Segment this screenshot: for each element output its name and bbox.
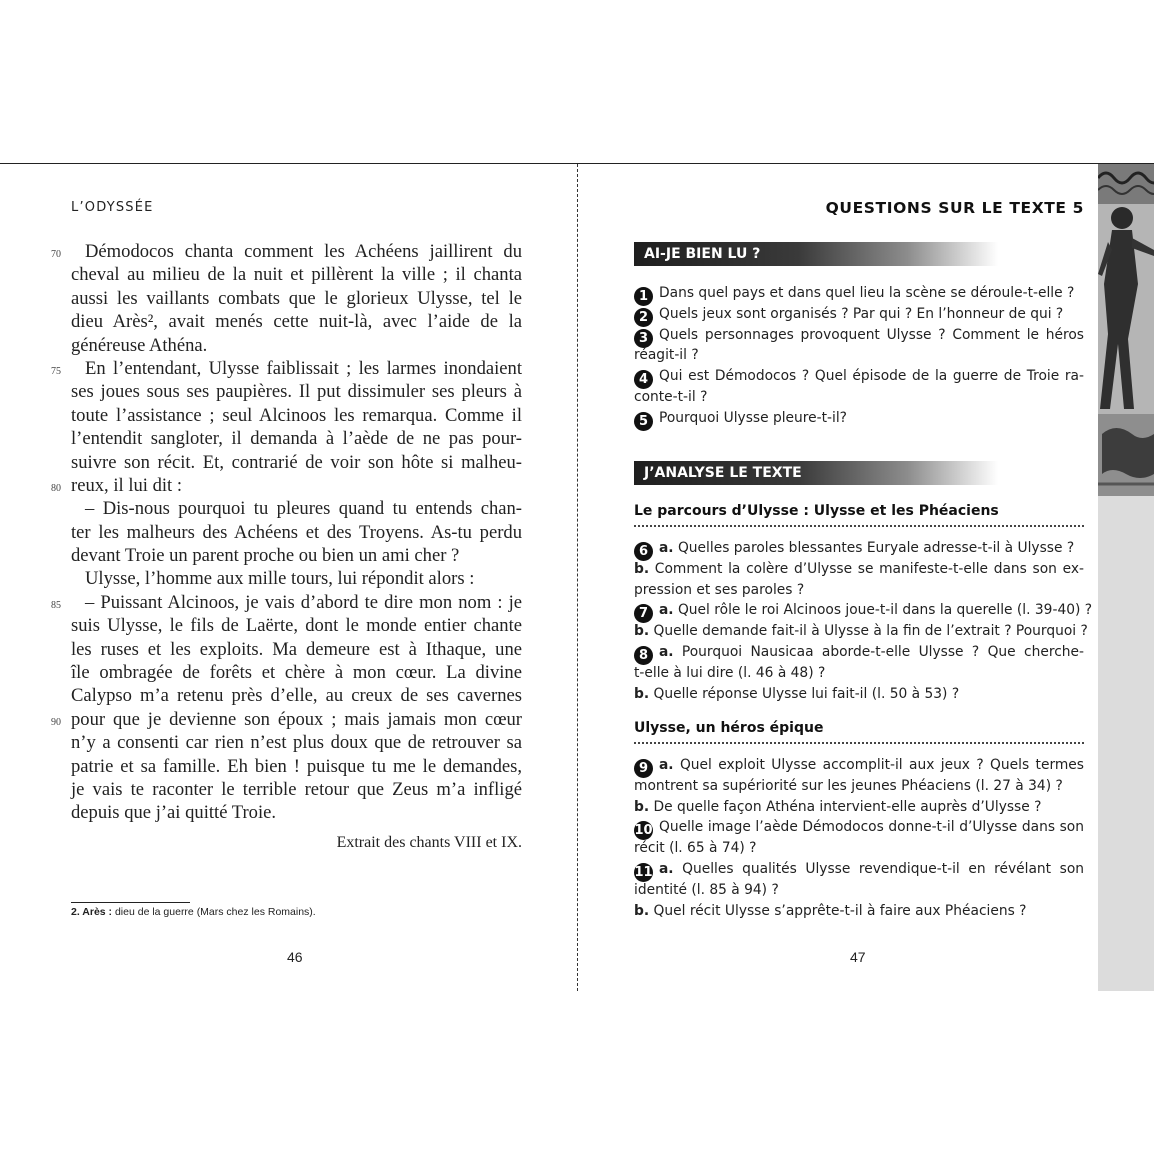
line-number: 80 (51, 482, 61, 494)
question-part-label: b. (634, 798, 650, 815)
question-text: Quel récit Ulysse s’apprête-t-il à faire aux Phéaciens ? (649, 902, 1027, 919)
question-line (634, 755, 1084, 776)
body-text (51, 240, 522, 825)
text-line (71, 380, 522, 403)
line-text: Démodocos chanta comment les Achéens jaillirent du (85, 241, 522, 262)
text-line (71, 521, 522, 544)
text-line (71, 778, 522, 801)
question-text: t-elle à lui dire (l. 46 à 48) ? (634, 664, 826, 681)
question-text: Quel exploit Ulysse accomplit-il aux jeux ? Quels termes (673, 757, 1084, 773)
question-text: Quelle image l’aède Démodocos donne-t-il d’Ulysse dans son (659, 819, 1084, 836)
question-line (634, 538, 1084, 559)
text-line (71, 427, 522, 450)
question-line (634, 663, 1084, 684)
question-text: montrent sa supériorité sur les jeunes Phéaciens (l. 27 à 34) ? (634, 777, 1063, 794)
line-text: En l’entendant, Ulysse faiblissait ; les larmes inondaient (85, 357, 522, 379)
question-line (634, 559, 1084, 580)
line-number: 90 (51, 716, 61, 728)
question-text: Quelle réponse Ulysse lui fait-il (l. 50 à 53) ? (649, 685, 960, 702)
question-text: conte-t-il ? (634, 388, 708, 405)
subsection1-questions (634, 538, 1093, 704)
line-text: l’entendit sangloter, il demanda à l’aède de ne pas pour- (71, 428, 522, 450)
line-number: 70 (51, 249, 61, 260)
section1-questions (634, 283, 1084, 429)
text-line (71, 310, 522, 333)
question-line (634, 387, 1084, 408)
text-line (71, 404, 522, 427)
question-text: Comment la colère d’Ulysse se manifeste-t-elle dans son ex- (649, 560, 1084, 577)
question-text: réagit-il ? (634, 347, 699, 364)
page-number-left: 46 (287, 949, 303, 965)
footnote (71, 906, 316, 918)
line-number: 75 (51, 365, 61, 377)
line-text: dieu Arès², avait menés cette nuit-là, avec l’aide de la (71, 311, 522, 333)
line-text: n’y a consenti car rien n’est plus doux que de retrouver sa (71, 732, 522, 754)
question-number-badge: 11 (634, 864, 653, 880)
side-strip (1098, 164, 1154, 991)
question-part-label: b. (634, 685, 650, 702)
footnote-rule (71, 902, 190, 903)
text-line (71, 801, 522, 824)
question-part-label: a. (659, 602, 674, 619)
source-citation: Extrait des chants VIII et IX. (336, 834, 522, 851)
line-text: – Dis-nous pourquoi tu pleures quand tu entends chan- (85, 498, 522, 520)
question-number-badge: 2 (634, 308, 653, 327)
question-number-badge: 7 (634, 604, 653, 623)
questions-title: QUESTIONS SUR LE TEXTE 5 (825, 199, 1084, 217)
question-number-badge: 6 (634, 542, 653, 561)
question-text: Qui est Démodocos ? Quel épisode de la guerre de Troie ra- (659, 368, 1084, 385)
left-page (0, 164, 577, 991)
line-text: devant Troie un parent proche ou bien un ami cher ? (71, 545, 460, 567)
subheading-parcours: Le parcours d’Ulysse : Ulysse et les Phéaciens (634, 503, 1084, 527)
footnote-label: 2. Arès : (71, 906, 113, 918)
question-text: Pourquoi Nausicaa aborde-t-elle Ulysse ? Que cherche- (673, 643, 1084, 660)
text-line (71, 661, 522, 684)
line-text: île ombragée de forêts et chère à mon cœur. La divine (71, 662, 522, 684)
section-banner-ai-je-bien-lu: AI-JE BIEN LU ? (634, 242, 998, 266)
question-part-label: a. (659, 540, 674, 556)
question-line (634, 838, 1084, 859)
question-text: Quel rôle le roi Alcinoos joue-t-il dans la querelle (l. 39-40) ? (673, 602, 1093, 619)
section-banner-analyse: J’ANALYSE LE TEXTE (634, 461, 998, 485)
line-text: les ruses et les exploits. Ma demeure est à Ithaque, une (71, 638, 522, 660)
text-line (71, 287, 522, 310)
text-line (51, 357, 522, 380)
question-line (634, 408, 1084, 429)
question-text: pression et ses paroles ? (634, 581, 805, 598)
line-text: ter les malheurs des Achéens et des Troyens. As-tu perdu (71, 521, 522, 543)
question-line (634, 642, 1084, 663)
line-text: – Puissant Alcinoos, je vais d’abord te dire mon nom : je (85, 591, 522, 613)
line-text: depuis que j’ai quitté Troie. (71, 802, 277, 824)
subsection2-questions (634, 755, 1084, 921)
question-line (634, 304, 1084, 325)
question-line (634, 325, 1084, 346)
line-text: généreuse Athéna. (71, 334, 208, 356)
line-text: ses joues sous ses paupières. Il put dissimuler ses pleurs à (71, 381, 522, 403)
line-number: 85 (51, 599, 61, 611)
question-part-label: a. (659, 860, 674, 877)
text-line (71, 731, 522, 754)
text-line (71, 638, 522, 661)
question-number-badge: 9 (634, 759, 653, 778)
question-line (634, 345, 1084, 366)
question-text: Quels personnages provoquent Ulysse ? Comment le héros (659, 326, 1084, 343)
question-part-label: b. (634, 902, 650, 919)
text-line (51, 474, 522, 497)
text-line (71, 567, 522, 590)
question-part-label: b. (634, 623, 650, 640)
text-line (71, 614, 522, 637)
question-text: Quelle demande fait-il à Ulysse à la fin de l’extrait ? Pourquoi ? (649, 623, 1088, 640)
question-text: récit (l. 65 à 74) ? (634, 840, 757, 857)
question-text: Pourquoi Ulysse pleure-t-il? (659, 409, 847, 426)
line-text: cheval au milieu de la nuit et pillèrent la ville ; il chanta (71, 264, 522, 286)
question-line (634, 283, 1084, 304)
question-text: Quels jeux sont organisés ? Par qui ? En l’honneur de qui ? (659, 305, 1064, 322)
question-line (634, 859, 1084, 880)
line-text: reux, il lui dit : (71, 474, 183, 496)
running-head: L’ODYSSÉE (71, 200, 154, 215)
line-text: toute l’assistance ; seul Alcinoos les remarqua. Comme il (71, 404, 522, 426)
question-text: Quelles qualités Ulysse revendique-t-il en révélant son (673, 860, 1084, 877)
question-line (634, 797, 1084, 818)
question-part-label: b. (634, 560, 650, 577)
line-text: suivre son récit. Et, contrarié de voir son hôte si malheu- (71, 451, 522, 473)
question-part-label: a. (659, 757, 674, 773)
question-line (634, 880, 1084, 901)
question-line (634, 621, 1088, 642)
question-line (634, 580, 1084, 601)
text-line (71, 544, 522, 567)
question-line (634, 600, 1093, 622)
question-number-badge: 4 (634, 370, 653, 389)
greek-vase-painting-image (1098, 164, 1154, 496)
question-number-badge: 10 (634, 823, 653, 839)
question-number-badge: 8 (634, 646, 653, 665)
question-text: Quelles paroles blessantes Euryale adresse-t-il à Ulysse ? (673, 540, 1075, 556)
text-line (51, 708, 522, 731)
question-line (634, 684, 1084, 705)
question-number-badge: 3 (634, 329, 653, 348)
line-text: suis Ulysse, le fils de Laërte, dont le monde entier chante (71, 615, 522, 637)
subheading-heros-epique: Ulysse, un héros épique (634, 720, 1084, 744)
text-line (51, 240, 522, 263)
line-text: je vais te raconter le terrible retour que Zeus m’a infligé (71, 778, 522, 800)
line-text: pour que je devienne son époux ; mais jamais mon cœur (71, 708, 522, 730)
text-line (71, 451, 522, 474)
text-line (51, 591, 522, 614)
footnote-text: dieu de la guerre (Mars chez les Romains). (112, 906, 316, 918)
question-line (634, 366, 1084, 387)
question-number-badge: 5 (634, 412, 653, 431)
question-text: De quelle façon Athéna intervient-elle auprès d’Ulysse ? (649, 798, 1042, 815)
question-text: Dans quel pays et dans quel lieu la scène se déroule-t-elle ? (659, 285, 1075, 301)
text-line (71, 755, 522, 778)
text-line (71, 263, 522, 286)
line-text: Ulysse, l’homme aux mille tours, lui répondit alors : (85, 568, 475, 590)
question-number-badge: 1 (634, 287, 653, 306)
text-line (71, 334, 522, 357)
question-part-label: a. (659, 643, 674, 660)
page-number-right: 47 (850, 949, 866, 965)
question-line (634, 817, 1084, 838)
text-line (71, 497, 522, 520)
line-text: Calypso m’a retenu près d’elle, au creux de ses cavernes (71, 685, 522, 707)
text-line (71, 684, 522, 707)
question-text: identité (l. 85 à 94) ? (634, 881, 779, 898)
question-line (634, 901, 1084, 922)
line-text: patrie et sa famille. Eh bien ! puisque tu me le demandes, (71, 755, 522, 777)
question-line (634, 776, 1084, 797)
line-text: aussi les vaillants combats que le glorieux Ulysse, tel le (71, 287, 522, 309)
right-page (578, 164, 1098, 991)
